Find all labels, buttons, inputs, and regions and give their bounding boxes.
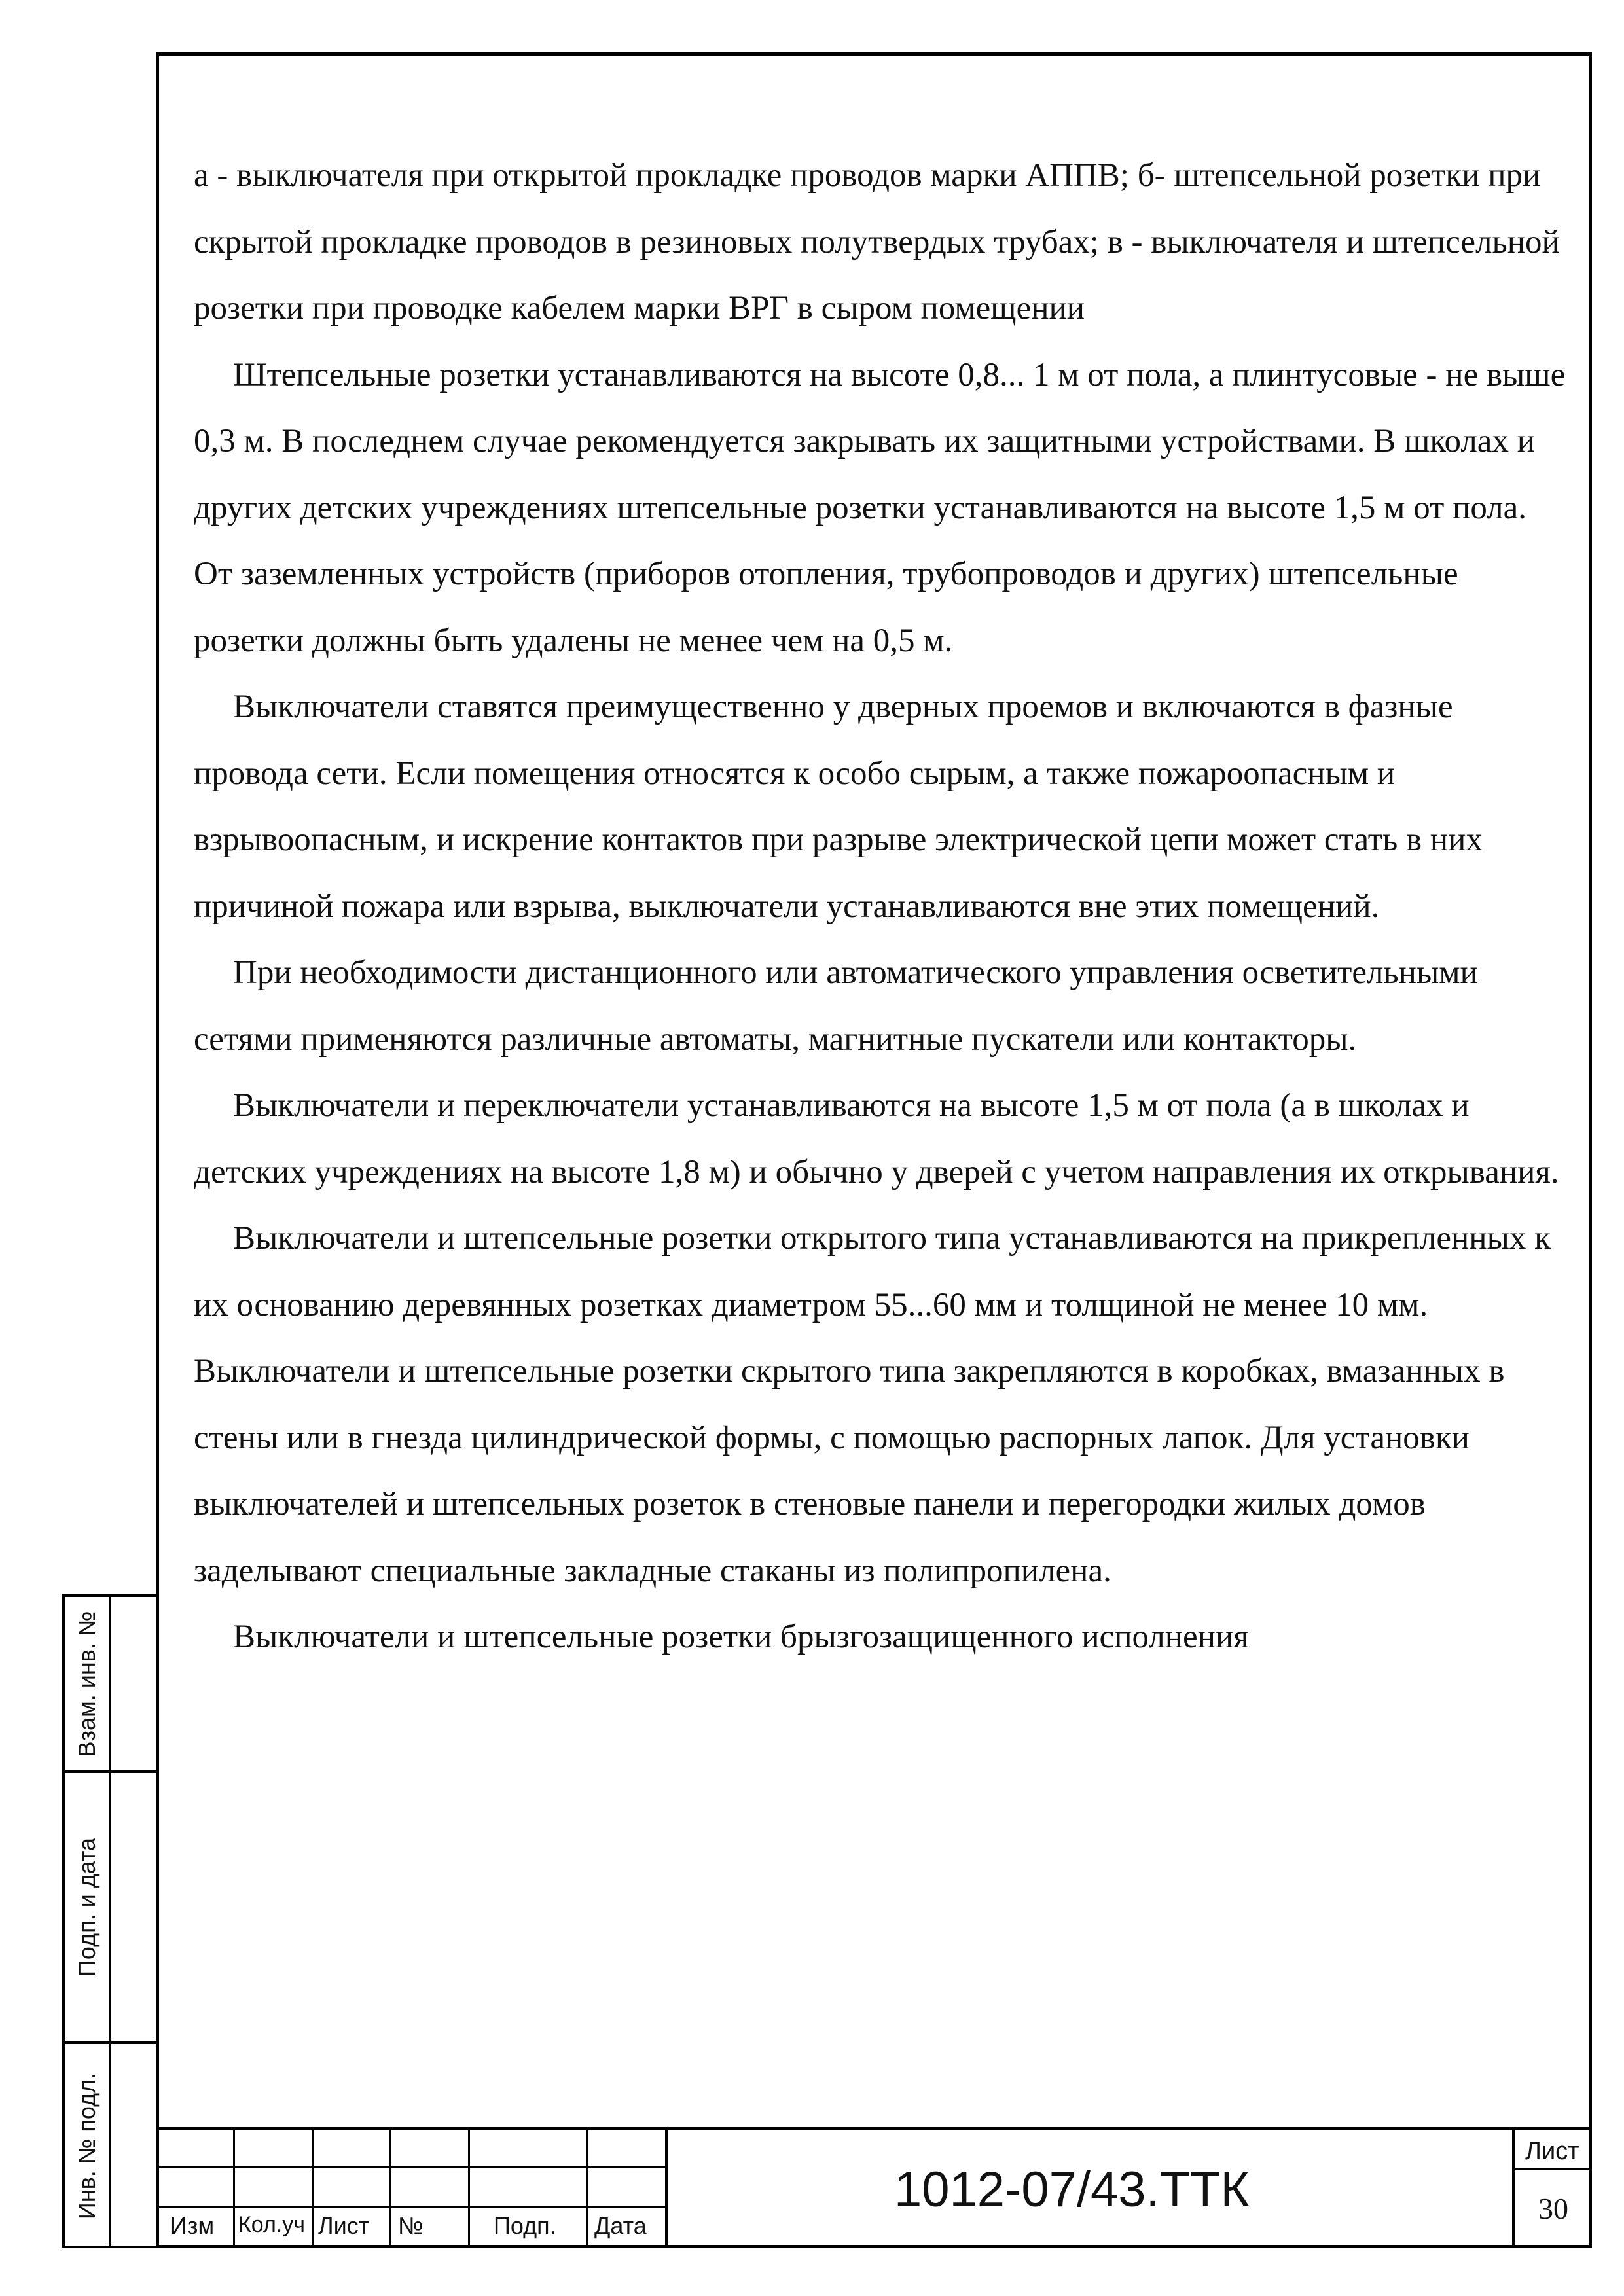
grid-line	[389, 2127, 391, 2248]
side-label-inv-text: Инв. № подл.	[73, 2072, 100, 2220]
grid-line	[312, 2127, 314, 2248]
col-list-label: Лист	[318, 2212, 370, 2239]
sheet-label: Лист	[1525, 2138, 1579, 2165]
col-izm-label: Изм	[170, 2212, 215, 2239]
grid-line	[1512, 2168, 1592, 2170]
paragraph: При необходимости дистанционного или автоматического управления осветительными сетями применяются различные автоматы, магнитные пускатели или контакторы.	[194, 954, 1478, 1058]
col-podp-label: Подп.	[494, 2212, 556, 2239]
paragraph: Выключатели и штепсельные розетки брызгозащищенного исполнения	[233, 1619, 1249, 1655]
grid-line	[586, 2127, 588, 2248]
grid-line	[156, 2206, 665, 2208]
paragraph: Выключатели и переключатели устанавливаются на высоте 1,5 м от пола (а в школах и детских учреждениях на высоте 1,8 м) и обычно у дверей с учетом направления их открывания.	[194, 1087, 1559, 1191]
col-num-label: №	[398, 2212, 424, 2239]
col-kol-label: Кол.уч	[238, 2212, 305, 2237]
sheet-number: 30	[1538, 2192, 1568, 2225]
title-block-top-line	[156, 2127, 1592, 2130]
side-label-inv	[65, 2044, 111, 2248]
side-label-podp	[65, 1773, 111, 2041]
side-label-vzam-text: Взам. инв. №	[73, 1610, 100, 1757]
col-data-label: Дата	[594, 2212, 647, 2239]
side-label-podp-text: Подп. и дата	[73, 1837, 100, 1977]
paragraph: Выключатели ставятся преимущественно у дверных проемов и включаются в фазные провода сети. Если помещения относятся к особо сырым, а также пожароопасным и взрывоопасным, и искрение контактов при разрыве электрической цепи может стать в них причиной пожара или взрыва, выключатели устанавливаются вне этих помещений.	[194, 689, 1483, 925]
document-code: 1012-07/43.ТТК	[894, 2162, 1250, 2217]
document-body	[194, 143, 1568, 1671]
paragraph: Штепсельные розетки устанавливаются на высоте 0,8... 1 м от пола, а плинтусовые - не выше 0,3 м. В последнем случае рекомендуется закрывать их защитными устройствами. В школах и других детских учреждениях штепсельные розетки устанавливаются на высоте 1,5 м от пола. От заземленных устройств (приборов отопления, трубопроводов и других) штепсельные розетки должны быть удалены не менее чем на 0,5 м.	[194, 356, 1566, 659]
title-block	[156, 2127, 1592, 2248]
paragraph: Выключатели и штепсельные розетки открытого типа устанавливаются на прикрепленных к их основанию деревянных розетках диаметром 55...60 мм и толщиной не менее 10 мм. Выключатели и штепсельные розетки скрытого типа закрепляются в коробках, вмазанных в стены или в гнезда цилиндрической формы, с помощью распорных лапок. Для установки выключателей и штепсельных розеток в стеновые панели и перегородки жилых домов заделывают специальные закладные стаканы из полипропилена.	[194, 1220, 1551, 1589]
grid-line	[665, 2127, 668, 2248]
grid-line	[468, 2127, 470, 2248]
side-stamp	[62, 1594, 156, 2248]
grid-line	[233, 2127, 235, 2248]
paragraph: а - выключателя при открытой прокладке проводов марки АППВ; б- штепсельной розетки при скрытой прокладке проводов в резиновых полутвердых трубах; в - выключателя и штепсельной розетки при проводке кабелем марки ВРГ в сыром помещении	[194, 157, 1560, 327]
grid-line	[156, 2166, 665, 2168]
side-label-vzam	[65, 1597, 111, 1770]
grid-line	[1512, 2127, 1515, 2248]
